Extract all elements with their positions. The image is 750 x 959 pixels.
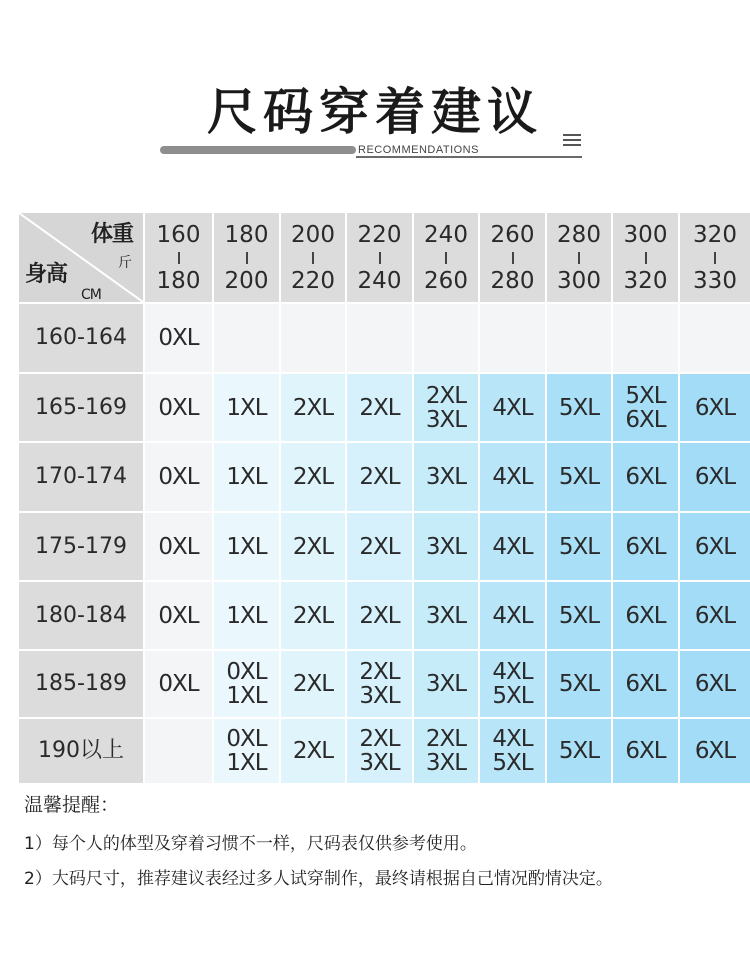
size-value: 2XL [292,738,334,764]
size-value: 5XL [492,750,533,776]
size-cell [145,374,212,441]
weight-range-to: 300 [557,267,601,294]
weight-range-to: 200 [224,267,269,294]
size-value: 1XL [226,464,267,490]
size-value: 3XL [425,406,467,433]
notes-section [24,790,734,899]
height-range-label: 180-184 [19,582,143,649]
size-value: 6XL [694,394,736,421]
size-cell [145,651,212,717]
size-table [19,213,737,776]
size-cell [613,443,678,511]
size-cell [680,443,750,511]
size-value: 3XL [359,750,400,776]
weight-range-to: 220 [291,267,335,294]
size-value: 6XL [694,738,736,764]
size-value: 5XL [558,738,600,764]
size-value: 3XL [359,683,400,709]
size-value: 6XL [625,406,666,433]
size-value: 1XL [226,683,267,709]
size-value: 6XL [625,602,666,629]
weight-range-to: 280 [490,267,535,294]
height-label: 身高 [25,262,68,287]
size-cell [480,513,545,580]
size-cell [680,651,750,717]
size-value: 3XL [425,671,467,697]
size-value: 4XL [492,394,533,421]
size-cell [281,304,345,372]
weight-range-header [480,213,545,302]
size-cell [414,443,478,511]
size-cell [480,374,545,441]
size-value: 2XL [359,602,400,629]
size-value: 6XL [625,464,666,490]
weight-range-header [214,213,279,302]
weight-range-header [347,213,412,302]
weight-range-from: 240 [424,221,468,248]
size-cell [613,651,678,717]
size-value: 4XL [492,726,533,752]
size-cell [214,304,279,372]
weight-range-to: 180 [156,267,201,294]
weight-range-from: 260 [490,221,535,248]
size-cell [547,582,611,649]
size-value: 5XL [558,671,600,697]
size-value: 3XL [425,602,467,629]
size-cell [547,374,611,441]
title-underline-rule [356,156,582,158]
size-value: 4XL [492,533,533,560]
height-range-label: 175-179 [19,513,143,580]
range-separator [312,252,314,264]
size-value: 6XL [694,671,736,697]
size-cell [480,719,545,783]
size-cell [680,304,750,372]
title-underline-bar [160,146,356,154]
size-value: 6XL [694,533,736,560]
size-value: 5XL [558,533,600,560]
size-cell [347,651,412,717]
size-value: 2XL [359,464,400,490]
range-separator [714,252,716,264]
size-cell [347,374,412,441]
weight-range-header [145,213,212,302]
menu-lines-icon [563,134,581,148]
weight-unit: 斤 [118,255,131,271]
size-value: 1XL [226,602,267,629]
range-separator [578,252,580,264]
size-cell [145,513,212,580]
weight-range-from: 180 [224,221,269,248]
height-range-label: 190以上 [19,719,143,783]
size-cell [347,443,412,511]
size-cell [547,513,611,580]
size-cell [281,582,345,649]
size-value: 0XL [158,533,199,560]
weight-range-from: 220 [357,221,402,248]
size-cell [613,719,678,783]
size-value: 2XL [292,464,334,490]
weight-label: 体重 [90,222,133,247]
size-cell [214,513,279,580]
size-value: 6XL [625,738,666,764]
size-value: 0XL [158,671,199,697]
size-cell [347,304,412,372]
size-value: 5XL [625,382,666,409]
size-cell [414,651,478,717]
size-value: 2XL [425,382,467,409]
size-value: 0XL [158,602,199,629]
weight-range-to: 320 [623,267,668,294]
weight-range-to: 260 [424,267,468,294]
size-cell [414,513,478,580]
size-cell [414,304,478,372]
size-value: 3XL [425,464,467,490]
weight-range-from: 160 [156,221,201,248]
size-cell [347,513,412,580]
size-cell [414,719,478,783]
size-cell [547,304,611,372]
size-cell [613,513,678,580]
size-value: 6XL [625,533,666,560]
size-value: 0XL [158,464,199,490]
height-range-label: 170-174 [19,443,143,511]
size-cell [480,443,545,511]
size-cell [281,719,345,783]
weight-range-header [547,213,611,302]
weight-range-to: 240 [357,267,402,294]
size-value: 0XL [226,659,267,685]
height-range-label: 165-169 [19,374,143,441]
size-cell [547,719,611,783]
size-cell [613,582,678,649]
size-value: 2XL [359,726,400,752]
height-range-label: 160-164 [19,304,143,372]
size-value: 3XL [425,533,467,560]
size-value: 1XL [226,394,267,421]
weight-range-header [680,213,750,302]
size-value: 2XL [292,671,334,697]
height-range-label: 185-189 [19,651,143,717]
range-separator [178,252,180,264]
range-separator [379,252,381,264]
page-title: 尺码穿着建议 [207,83,543,141]
size-cell [214,443,279,511]
notes-title: 温馨提醒： [24,794,120,816]
size-value: 6XL [694,464,736,490]
size-value: 2XL [425,726,467,752]
size-cell [214,719,279,783]
size-value: 2XL [292,602,334,629]
range-separator [246,252,248,264]
note-line: 2）大码尺寸，推荐建议表经过多人试穿制作，最终请根据自己情况酌情决定。 [24,869,613,889]
size-value: 1XL [226,533,267,560]
weight-range-from: 320 [693,221,737,248]
size-value: 2XL [359,533,400,560]
weight-range-from: 200 [291,221,335,248]
size-cell [547,443,611,511]
size-cell [347,719,412,783]
size-value: 5XL [492,683,533,709]
size-cell [480,582,545,649]
size-cell [214,582,279,649]
size-value: 2XL [292,394,334,421]
size-cell [680,582,750,649]
size-value: 2XL [359,394,400,421]
size-value: 2XL [292,533,334,560]
size-cell [281,443,345,511]
height-unit: CM [81,287,101,303]
weight-range-from: 280 [557,221,601,248]
size-value: 6XL [694,602,736,629]
size-value: 0XL [158,325,199,351]
size-cell [281,513,345,580]
size-cell [613,304,678,372]
size-cell [281,374,345,441]
range-separator [645,252,647,264]
size-cell [347,582,412,649]
size-value: 5XL [558,394,600,421]
weight-range-from: 300 [623,221,668,248]
size-cell [414,582,478,649]
size-value: 4XL [492,602,533,629]
size-cell [613,374,678,441]
size-cell [214,374,279,441]
size-value: 2XL [359,659,400,685]
size-cell [145,719,212,783]
size-value: 5XL [558,602,600,629]
table-corner-header [19,213,143,302]
size-value: 4XL [492,464,533,490]
size-cell [680,719,750,783]
size-cell [547,651,611,717]
size-cell [680,374,750,441]
size-cell [145,443,212,511]
size-value: 4XL [492,659,533,685]
note-line: 1）每个人的体型及穿着习惯不一样，尺码表仅供参考使用。 [24,834,477,854]
size-value: 3XL [425,750,467,776]
size-cell [480,304,545,372]
size-cell [145,582,212,649]
size-cell [480,651,545,717]
size-cell [281,651,345,717]
size-value: 0XL [226,726,267,752]
weight-range-header [414,213,478,302]
range-separator [445,252,447,264]
weight-range-header [281,213,345,302]
weight-range-header [613,213,678,302]
size-cell [214,651,279,717]
range-separator [512,252,514,264]
weight-range-to: 330 [693,267,737,294]
size-value: 0XL [158,394,199,421]
size-cell [680,513,750,580]
size-value: 6XL [625,671,666,697]
size-cell [145,304,212,372]
size-value: 5XL [558,464,600,490]
size-cell [414,374,478,441]
size-value: 1XL [226,750,267,776]
subtitle: RECOMMENDATIONS [358,144,479,156]
